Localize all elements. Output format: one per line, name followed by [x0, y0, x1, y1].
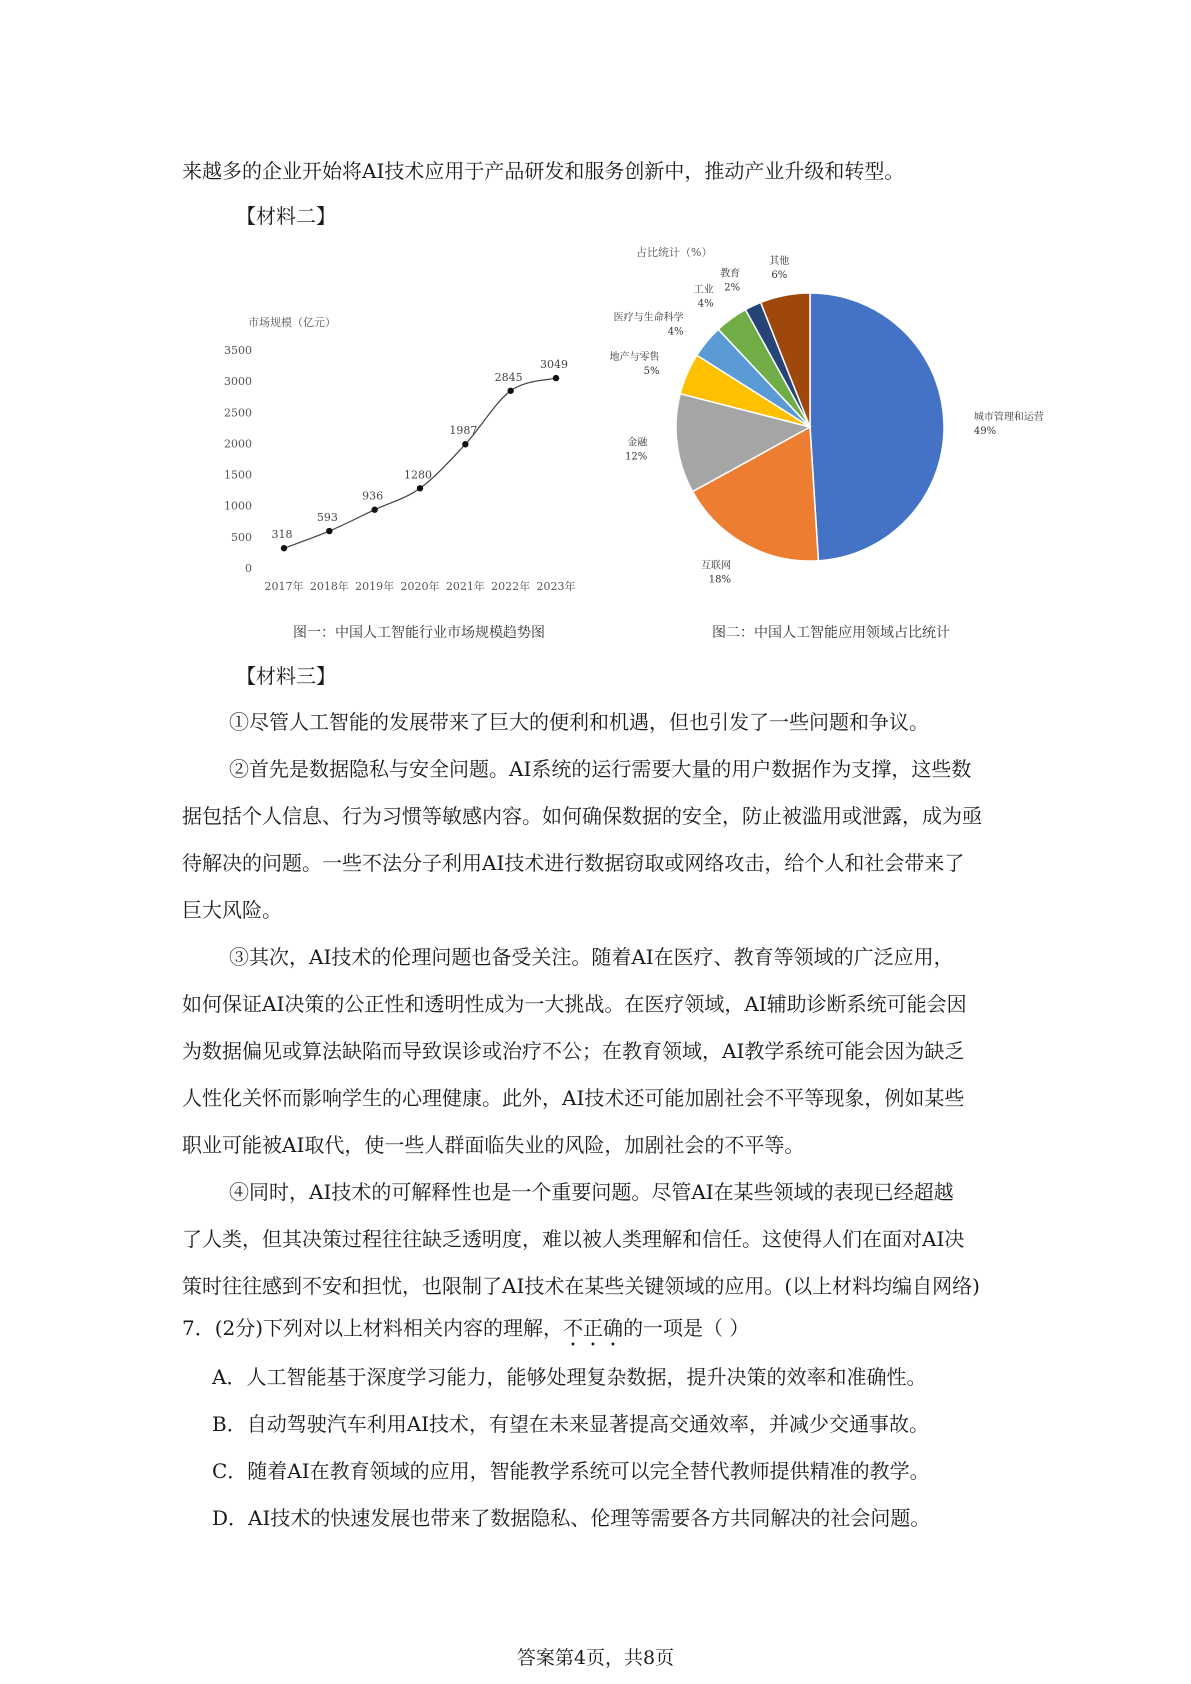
slice-percent: 5%	[643, 365, 660, 377]
material3-p3-line: ③其次，AI技术的伦理问题也备受关注。随着AI在医疗、教育等领域的广泛应用，	[229, 945, 954, 969]
option-a[interactable]: A．人工智能基于深度学习能力，能够处理复杂数据，提升决策的效率和准确性。	[212, 1365, 927, 1389]
y-tick-label: 2500	[224, 406, 252, 420]
slice-percent: 6%	[771, 269, 788, 281]
material3-p3-line: 职业可能被AI取代，使一些人群面临失业的风险，加剧社会的不平等。	[182, 1133, 805, 1157]
data-point	[281, 545, 287, 551]
figure2-caption: 图二：中国人工智能应用领域占比统计	[712, 625, 950, 641]
material3-heading: 【材料三】	[236, 664, 336, 688]
question-prefix: 7．(2分)下列对以上材料相关内容的理解，	[182, 1316, 564, 1340]
slice-label: 其他	[769, 255, 790, 267]
material3-p4-line: 策时往往感到不安和担忧，也限制了AI技术在某些关键领域的应用。(以上材料均编自网络)	[182, 1274, 980, 1298]
x-tick-label: 2018年	[309, 580, 349, 593]
x-tick-label: 2023年	[536, 580, 576, 593]
data-point	[507, 388, 513, 394]
line-chart-ylabel: 市场规模（亿元）	[248, 316, 336, 329]
material3-p3-line: 为数据偏见或算法缺陷而导致误诊或治疗不公；在教育领域，AI教学系统可能会因为缺乏	[182, 1039, 965, 1063]
x-tick-label: 2021年	[445, 580, 485, 593]
slice-label: 金融	[627, 437, 648, 449]
y-tick-label: 2000	[224, 437, 252, 451]
material3-p2-line: 待解决的问题。一些不法分子利用AI技术进行数据窃取或网络攻击，给个人和社会带来了	[182, 851, 965, 875]
slice-percent: 12%	[625, 451, 648, 463]
data-label: 318	[271, 528, 293, 542]
intro-line: 来越多的企业开始将AI技术应用于产品研发和服务创新中，推动产业升级和转型。	[182, 159, 905, 183]
data-point	[553, 375, 559, 381]
slice-label: 城市管理和运营	[973, 411, 1044, 423]
option-d[interactable]: D．AI技术的快速发展也带来了数据隐私、伦理等需要各方共同解决的社会问题。	[212, 1506, 931, 1530]
x-tick-label: 2020年	[400, 580, 440, 593]
slice-percent: 4%	[667, 326, 684, 338]
data-label: 2845	[494, 370, 523, 384]
data-label: 1987	[449, 424, 478, 438]
slice-label: 工业	[693, 284, 714, 296]
x-tick-label: 2022年	[491, 580, 531, 593]
pie-slice	[810, 293, 944, 561]
page-footer: 答案第4页，共8页	[516, 1647, 675, 1669]
data-label: 593	[316, 511, 338, 525]
y-tick-label: 0	[245, 562, 252, 575]
material3-p2-line: ②首先是数据隐私与安全问题。AI系统的运行需要大量的用户数据作为支撑，这些数	[229, 757, 972, 781]
material3-paragraph-1: ①尽管人工智能的发展带来了巨大的便利和机遇，但也引发了一些问题和争议。	[229, 710, 929, 734]
material2-heading: 【材料二】	[236, 204, 336, 228]
market-size-line-chart	[224, 316, 616, 598]
slice-percent: 18%	[708, 574, 731, 586]
slice-percent: 4%	[697, 298, 714, 310]
data-point	[326, 528, 332, 534]
question-7-stem	[182, 1312, 749, 1351]
option-b[interactable]: B．自动驾驶汽车利用AI技术，有望在未来显著提高交通效率，并减少交通事故。	[212, 1412, 930, 1436]
data-point	[371, 507, 377, 513]
option-c[interactable]: C．随着AI在教育领域的应用，智能教学系统可以完全替代教师提供精准的教学。	[212, 1459, 930, 1483]
data-label: 936	[362, 489, 384, 503]
slice-percent: 49%	[973, 425, 997, 437]
data-label: 1280	[404, 468, 432, 482]
data-point	[462, 441, 468, 447]
x-tick-label: 2019年	[355, 580, 395, 593]
y-tick-label: 3500	[224, 344, 252, 357]
data-label: 3049	[540, 358, 568, 372]
x-tick-label: 2017年	[264, 580, 304, 593]
y-tick-label: 3000	[224, 375, 252, 389]
material3-p3-line: 如何保证AI决策的公正性和透明性成为一大挑战。在医疗领域，AI辅助诊断系统可能会因	[182, 992, 967, 1016]
y-tick-label: 500	[231, 530, 252, 544]
data-point	[417, 485, 423, 491]
slice-label: 医疗与生命科学	[613, 312, 684, 324]
slice-label: 地产与零售	[609, 351, 660, 363]
pie-chart-title: 占比统计（%）	[636, 246, 713, 259]
slice-label: 教育	[720, 268, 741, 280]
application-share-pie-chart	[609, 240, 1050, 610]
question-emphasis: 不正确	[563, 1316, 624, 1340]
material3-p2-line: 据包括个人信息、行为习惯等敏感内容。如何确保数据的安全，防止被滥用或泄露，成为亟	[182, 804, 982, 828]
material3-p4-line: ④同时，AI技术的可解释性也是一个重要问题。尽管AI在某些领域的表现已经超越	[229, 1180, 954, 1204]
y-tick-label: 1500	[224, 468, 252, 482]
material3-p4-line: 了人类，但其决策过程往往缺乏透明度，难以被人类理解和信任。这使得人们在面对AI决	[182, 1227, 965, 1251]
slice-percent: 2%	[724, 282, 741, 294]
material3-p3-line: 人性化关怀而影响学生的心理健康。此外，AI技术还可能加剧社会不平等现象，例如某些	[182, 1086, 965, 1110]
material3-p2-line: 巨大风险。	[182, 898, 282, 922]
y-tick-label: 1000	[224, 499, 252, 513]
question-suffix: 的一项是（ ）	[623, 1316, 750, 1340]
slice-label: 互联网	[700, 560, 731, 572]
figure1-caption: 图一：中国人工智能行业市场规模趋势图	[293, 625, 545, 641]
